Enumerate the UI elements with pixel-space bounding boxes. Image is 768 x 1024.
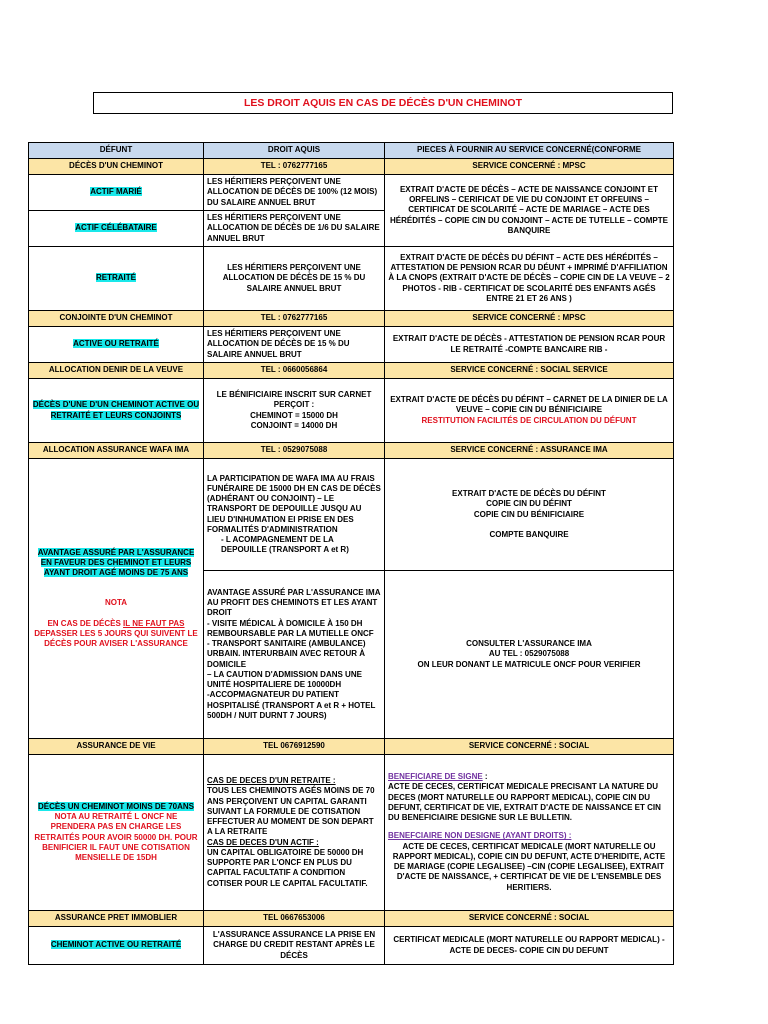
droit-cell: LES HÉRITIERS PERÇOIVENT UNE ALLOCATION DE DÉCÈS DE 1/6 DU SALAIRE ANNUEL BRUT: [204, 211, 385, 247]
droit-line: CHEMINOT = 15000 DH: [250, 410, 338, 420]
droit-cell: [204, 459, 385, 571]
defunt-cell: RETRAITÉ: [96, 273, 136, 283]
header-droit-aquis: DROIT AQUIS: [204, 143, 385, 159]
defunt-cell: CHEMINOT ACTIVE OU RETRAITÉ: [50, 940, 182, 950]
section-service: SERVICE CONCERNÉ : MPSC: [385, 159, 674, 175]
section-header-conjointe: [29, 311, 674, 327]
pieces-text: EXTRAIT D'ACTE DE DÉCÈS DU DÉFINT – CARNET DE LA DINIER DE LA VEUVE – COPIE CIN DU BÉNIFICIAIRE: [390, 395, 668, 415]
defunt-cell: [29, 755, 204, 911]
nota-text: EN CAS DE DÉCÈS IL NE FAUT PAS DEPASSER LES 5 JOURS QUI SUIVENT LE DÉCÈS POUR AVISER L'ASSURANCE: [34, 618, 198, 649]
header-pieces: PIECES À FOURNIR AU SERVICE CONCERNÉ(CONFORME: [385, 143, 674, 159]
beneficiaire-non-designe-text: ACTE DE CECES, CERTIFICAT MEDICALE (MORT NATURELLE OU RAPPORT MEDICAL), COPIE CIN DU DEFUNT, ACTE D'HERIDITE, ACTE DE MARIAGE (COPIE LEGALISEE) –CIN (COPIE LEGALISEE), EXTRAIT D'ACTE DE NAISSANCE, + CERTIFICAT DE VIE DE L'ENSEMBLE DES HERITIERS.: [392, 841, 666, 892]
defunt-cell: [29, 459, 204, 739]
section-header-wafa-ima: [29, 443, 674, 459]
page-title: LES DROIT AQUIS EN CAS DE DÉCÈS D'UN CHEMINOT: [93, 92, 673, 114]
section-tel: TEL : 0660056864: [204, 363, 385, 379]
beneficiaire-designe-text: ACTE DE CECES, CERTIFICAT MEDICALE PRECISANT LA NATURE DU DECES (MORT NATURELLE OU RAPPORT MEDICAL), COPIE CIN DU DEFUNT, CERTIFICAT DE VIE, EXTRAIT D'ACTE DE NAISSANCE ET CIN DU BENEFICIAIRE DESIGNE SUR LE BULLETIN.: [388, 782, 661, 823]
droit-cell: LES HÉRITIERS PERÇOIVENT UNE ALLOCATION DE DÉCÈS DE 15 % DU SALAIRE ANNUEL BRUT: [204, 247, 385, 311]
pieces-cell: CERTIFICAT MEDICALE (MORT NATURELLE OU RAPPORT MEDICAL) -ACTE DE DECES- COPIE CIN DU DEFUNT: [385, 927, 674, 965]
section-header-assurance-vie: [29, 739, 674, 755]
pieces-red-note: RESTITUTION FACILITÉS DE CIRCULATION DU DÉFUNT: [421, 415, 637, 425]
section-tel: TEL 0667653006: [204, 911, 385, 927]
pieces-cell: EXTRAIT D'ACTE DE DÉCÈS DU DÉFINT COPIE CIN DU DÉFINT COPIE CIN DU BÉNIFICIAIRE COMPTE BANQUIRE: [385, 459, 674, 571]
pieces-cell: BENEFICIARE DE SIGNE : ACTE DE CECES, CERTIFICAT MEDICALE PRECISANT LA NATURE DU DECES (MORT NATURELLE OU RAPPORT MEDICAL), COPIE CIN DU DEFUNT, CERTIFICAT DE VIE, EXTRAIT D'ACTE DE NAISSANCE ET CIN DU BENEFICIAIRE DESIGNE SUR LE BULLETIN. BENEFCIAIRE NON DESIGNE (AYANT DROITS) : ACTE DE CECES, CERTIFICAT MEDICALE (MORT NATURELLE OU RAPPORT MEDICAL), COPIE CIN DU DEFUNT, ACTE D'HERIDITE, ACTE DE MARIAGE (COPIE LEGALISEE) –CIN (COPIE LEGALISEE), EXTRAIT D'ACTE DE NAISSANCE, + CERTIFICAT DE VIE DE L'ENSEMBLE DES HERITIERS.: [385, 755, 674, 911]
table-header-row: [29, 143, 674, 159]
droit-cell: LES HÉRITIERS PERÇOIVENT UNE ALLOCATION DE DÉCÈS DE 15 % DU SALAIRE ANNUEL BRUT: [204, 327, 385, 363]
droit-text: - L ACOMPAGNEMENT DE LA DEPOUILLE (TRANSPORT A et R): [221, 534, 349, 555]
section-label: DÉCÈS D'UN CHEMINOT: [29, 159, 204, 175]
cas-retraite-text: TOUS LES CHEMINOTS AGÉS MOINS DE 70 ANS PERÇOIVENT UN CAPITAL GARANTI SUIVANT LA FORMULE DE COTISATION EFFECTUER AU MOMENT DE SON DEPART A LA RETRAITE: [207, 786, 375, 837]
section-header-denir-veuve: [29, 363, 674, 379]
section-label: CONJOINTE D'UN CHEMINOT: [29, 311, 204, 327]
cas-actif-text: UN CAPITAL OBLIGATOIRE DE 50000 DH SUPPORTE PAR L'ONCF EN PLUS DU CAPITAL FACULTATIF A CONDITION COTISER POUR LE CAPITAL FACULTATIF.: [207, 847, 368, 888]
pieces-cell: EXTRAIT D'ACTE DE DÉCÈS - ATTESTATION DE PENSION RCAR POUR LE RETRAITÉ -COMPTE BANCAIRE RIB -: [385, 327, 674, 363]
pieces-cell: CONSULTER L'ASSURANCE IMA AU TEL : 0529075088 ON LEUR DONANT LE MATRICULE ONCF POUR VERIFIER: [385, 571, 674, 739]
droit-cell: AVANTAGE ASSURÉ PAR L'ASSURANCE IMA AU PROFIT DES CHEMINOTS ET LES AYANT DROIT - VISITE MÉDICAL À DOMICILE À 150 DH REMBOURSABLE PAR LA MUTIELLE ONCF - TRANSPORT SANITAIRE (AMBULANCE) URBAIN. INTERURBAIN AVEC RETOUR À DOMICILE – LA CAUTION D'ADMISSION DANS UNE UNITÉ HOSPITALIERE DE 10000DH -ACCOPMAGNATEUR DU PATIENT HOSPITALISÉ (TRANSPORT A et R + HOTEL 500DH / NUIT DURNT 7 JOURS): [204, 571, 385, 739]
table-row: [29, 247, 674, 311]
cas-actif-title: CAS DE DECES D'UN ACTIF :: [207, 837, 319, 847]
section-header-deces-cheminot: [29, 159, 674, 175]
droit-cell: [204, 755, 385, 911]
cas-retraite-title: CAS DE DECES D'UN RETRAITE :: [207, 776, 336, 786]
defunt-cell: DÉCÈS D'UNE D'UN CHEMINOT ACTIVE OU RETRAITÉ ET LEURS CONJOINTS: [32, 400, 200, 420]
droit-text: LA PARTICIPATION DE WAFA IMA AU FRAIS FUNÉRAIRE DE 15000 DH EN CAS DE DÉCÈS (ADHÉRANT OU CONJOINT) – LE TRANSPORT DE DEPOUILLE JUSQU AU LIEU D'INHUMATION EI PRISE EN DES FORMALITÉS D'ADMINISTRATION: [207, 473, 381, 534]
rights-table: [28, 142, 674, 965]
section-tel: TEL 0676912590: [204, 739, 385, 755]
header-defunt: DÉFUNT: [29, 143, 204, 159]
defunt-cell: ACTIF CÉLÉBATAIRE: [75, 223, 157, 233]
nota-label: NOTA: [104, 598, 128, 608]
section-label: ASSURANCE PRET IMMOBLIER: [29, 911, 204, 927]
pieces-cell: EXTRAIT D'ACTE DE DÉCÈS DU DÉFINT – ACTE DES HÉRÉDITÉS – ATTESTATION DE PENSION RCAR DU DÉUNT + IMPRIMÉ D'AFFILIATION À LA CNOPS (EXTRAIT D'ACTE DE DÉCÈS – COPIE CIN DE LA VEUVE – 2 PHOTOS - RIB - CERTIFICAT DE SCOLARITÉ DES ENFANTS AGÉS ENTRE 21 ET 26 ANS ): [385, 247, 674, 311]
beneficiaire-designe-title: BENEFICIARE DE SIGNE: [388, 772, 483, 782]
table-row: [29, 379, 674, 443]
pieces-cell: [385, 379, 674, 443]
section-service: SERVICE CONCERNÉ : SOCIAL: [385, 739, 674, 755]
droit-line: CONJOINT = 14000 DH: [250, 420, 338, 430]
section-service: SERVICE CONCERNÉ : SOCIAL: [385, 911, 674, 927]
section-service: SERVICE CONCERNÉ : ASSURANCE IMA: [385, 443, 674, 459]
defunt-text: AVANTAGE ASSURÉ PAR L'ASSURANCE EN FAVEUR DES CHEMINOT ET LEURS AYANT DROIT AGÉ MOINS DE 75 ANS: [37, 547, 195, 578]
droit-line: LE BÉNIFICIAIRE INSCRIT SUR CARNET PERÇOIT :: [216, 390, 372, 410]
table-row: [29, 927, 674, 965]
section-service: SERVICE CONCERNÉ : MPSC: [385, 311, 674, 327]
defunt-cell: ACTIVE OU RETRAITÉ: [73, 339, 159, 349]
droit-cell: L'ASSURANCE ASSURANCE LA PRISE EN CHARGE DU CREDIT RESTANT APRÈS LE DÉCÈS: [204, 927, 385, 965]
table-row: [29, 755, 674, 911]
section-label: ALLOCATION DENIR DE LA VEUVE: [29, 363, 204, 379]
section-tel: TEL : 0529075088: [204, 443, 385, 459]
table-row: [29, 175, 674, 211]
section-service: SERVICE CONCERNÉ : SOCIAL SERVICE: [385, 363, 674, 379]
section-tel: TEL : 0762777165: [204, 311, 385, 327]
pieces-cell: EXTRAIT D'ACTE DE DÉCÈS – ACTE DE NAISSANCE CONJOINT ET ORFELINS – CERIFICAT DE VIE DU CONJOINT ET ORFEUINS – CERTIFICAT DE SCOLARITÉ – ACTE DE MARIAGE – ACTE DES HÉRÉDITÉS – COPIE CIN DU CONJOINT – ACTE DE TUTELLE – COMPTE BANQUIRE: [385, 175, 674, 247]
table-row: [29, 327, 674, 363]
defunt-cell: ACTIF MARIÉ: [90, 187, 142, 197]
section-header-pret-immobilier: [29, 911, 674, 927]
table-row: [29, 459, 674, 571]
section-tel: TEL : 0762777165: [204, 159, 385, 175]
section-label: ALLOCATION ASSURANCE WAFA IMA: [29, 443, 204, 459]
nota-text: NOTA AU RETRAITÉ L ONCF NE PRENDERA PAS EN CHARGE LES RETRAITÉS POUR AVOIR 50000 DH. POUR BENIFICIER IL FAUT UNE COTISATION MENSIELLE DE 15DH: [34, 812, 198, 862]
droit-cell: [204, 379, 385, 443]
section-label: ASSURANCE DE VIE: [29, 739, 204, 755]
defunt-text: DÉCÈS UN CHEMINOT MOINS DE 70ANS: [37, 801, 195, 811]
droit-cell: LES HÉRITIERS PERÇOIVENT UNE ALLOCATION DE DÉCÈS DE 100% (12 MOIS) DU SALAIRE ANNUEL BRUT: [204, 175, 385, 211]
beneficiaire-non-designe-title: BENEFCIAIRE NON DESIGNE (AYANT DROITS) :: [388, 831, 572, 841]
